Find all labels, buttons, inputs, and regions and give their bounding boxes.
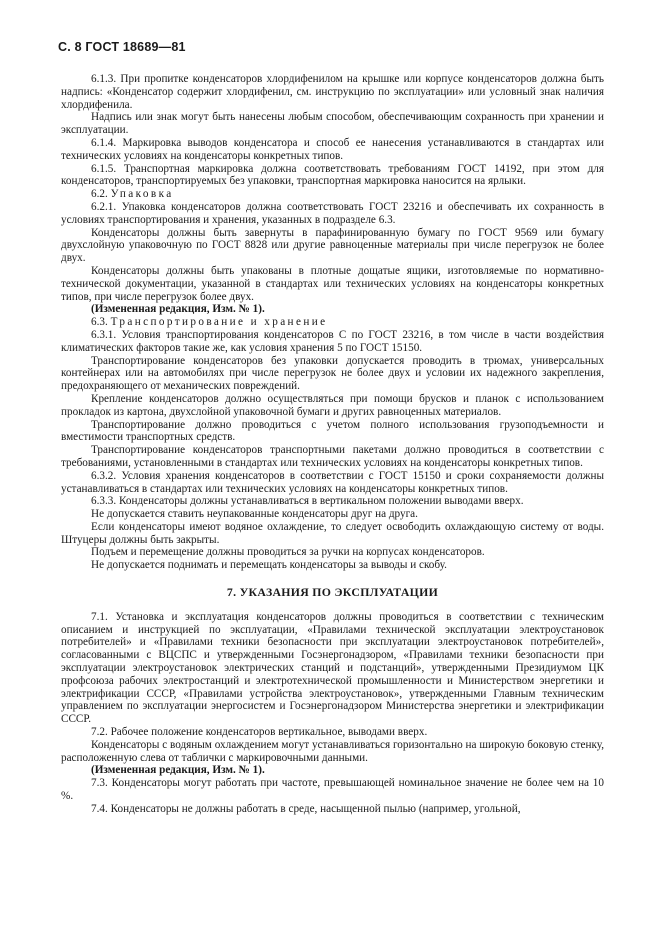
paragraph-p72: 7.2. Рабочее положение конденсаторов вертикальное, выводами вверх. (91, 726, 428, 739)
paragraph-p631e: Транспортирование конденсаторов транспортными пакетами должно проводиться в соответствии с требованиями, установленными в стандартах или технических условиях на конденсаторы конкретных типов. (61, 444, 604, 469)
subsection-title: Упаковка (110, 188, 174, 201)
section-7-title: 7. УКАЗАНИЯ ПО ЭКСПЛУАТАЦИИ (226, 585, 439, 600)
subsection-number: 6.3. (91, 316, 108, 329)
subsection-title: Транспортирование и хранение (110, 316, 328, 329)
paragraph-p631b: Транспортирование конденсаторов без упаковки допускается проводить в трюмах, универсальных контейнерах или на автомобилях при числе перегрузок не более двух и условии их надежного закрепления, предохраняющего от механических повреждений. (61, 354, 604, 393)
section-7-paragraphs (61, 611, 604, 816)
paragraph-p73: 7.3. Конденсаторы могут работать при частоте, превышающей номинальное значение не более чем на 10 %. (61, 777, 604, 803)
paragraph-p72r: (Измененная редакция, Изм. № 1). (91, 764, 265, 777)
section-6-paragraphs (61, 73, 604, 572)
paragraph-p621r: (Измененная редакция, Изм. № 1). (91, 303, 265, 316)
paragraph-p621: 6.2.1. Упаковка конденсаторов должна соответствовать ГОСТ 23216 и обеспечивать их сохранность в условиях транспортирования и хранения, указанных в подразделе 6.3. (61, 200, 604, 226)
subsection-number: 6.2. (91, 188, 108, 201)
paragraph-p631: 6.3.1. Условия транспортирования конденсаторов С по ГОСТ 23216, в том числе в части воздействия климатических факторов такие же, как условия хранения 5 по ГОСТ 15150. (61, 328, 604, 354)
paragraph-p633c: Если конденсаторы имеют водяное охлаждение, то следует освободить охлаждающую систему от воды. Штуцеры должны быть закрыты. (61, 520, 604, 546)
paragraph-p614: 6.1.4. Маркировка выводов конденсатора и способ ее нанесения устанавливаются в стандартах или технических условиях на конденсаторы конкретных типов. (61, 136, 604, 162)
paragraph-p631d: Транспортирование должно проводиться с учетом полного использования грузоподъемности и вместимости транспортных средств. (61, 418, 604, 444)
section-6-body (61, 73, 604, 816)
paragraph-p631c: Крепление конденсаторов должно осуществляться при помощи брусков и планок с использованием прокладок из картона, двухслойной упаковочной бумаги и других равноценных материалов. (61, 392, 604, 418)
paragraph-p633: 6.3.3. Конденсаторы должны устанавливаться в вертикальном положении выводами вверх. (91, 495, 524, 508)
paragraph-p633d: Подъем и перемещение должны проводиться за ручки на корпусах конденсаторов. (91, 546, 485, 559)
paragraph-p63 (61, 316, 604, 329)
paragraph-p632: 6.3.2. Условия хранения конденсаторов в соответствии с ГОСТ 15150 и сроки сохраняемости должны устанавливаться в стандартах или технических условиях на конденсаторы конкретных типов. (61, 469, 604, 495)
paragraph-p633b: Не допускается ставить неупакованные конденсаторы друг на друга. (91, 508, 418, 521)
paragraph-p621b: Конденсаторы должны быть завернуты в парафинированную бумагу по ГОСТ 9569 или бумагу двухслойную упаковочную по ГОСТ 8828 или другие равноценные материалы при числе перегрузок не более двух. (61, 226, 604, 265)
paragraph-p615: 6.1.5. Транспортная маркировка должна соответствовать требованиям ГОСТ 14192, при этом для конденсаторов, транспортируемых без упаковки, транспортная маркировка наносится на ярлыки. (61, 162, 604, 188)
paragraph-p613: 6.1.3. При пропитке конденсаторов хлордифенилом на крышке или корпусе конденсаторов должна быть надпись: «Конденсатор содержит хлордифенил, см. инструкцию по эксплуатации» или условный знак наличия хлордифенила. (61, 73, 604, 111)
paragraph-p621c: Конденсаторы должны быть упакованы в плотные дощатые ящики, изготовляемые по нормативно-технической документации, указанной в стандартах или технических условиях на конденсаторы конкретных типов, при числе перегрузок более двух. (61, 264, 604, 303)
paragraph-p62 (61, 188, 604, 201)
paragraph-p613b: Надпись или знак могут быть нанесены любым способом, обеспечивающим сохранность при хранении и эксплуатации. (61, 111, 604, 137)
paragraph-p633e: Не допускается поднимать и перемещать конденсаторы за выводы и скобу. (91, 559, 447, 572)
page-header: С. 8 ГОСТ 18689—81 (58, 40, 186, 54)
paragraph-p74: 7.4. Конденсаторы не должны работать в среде, насыщенной пылью (например, угольной, (91, 802, 521, 815)
paragraph-p72b: Конденсаторы с водяным охлаждением могут устанавливаться горизонтально на широкую боковую стенку, расположенную слева от таблички с маркировочными данными. (61, 738, 604, 764)
paragraph-p71: 7.1. Установка и эксплуатация конденсаторов должны проводиться в соответствии с техническим описанием и инструкцией по эксплуатации, «Правилами технической эксплуатации электроустановок потребителей» и «Правилами техники безопасности при эксплуатации электроустановок потребителей», согласованными с ВЦСПС и утвержденными Госэнергонадзором, «Правилами техники безопасности при эксплуатации электроустановок электрических станций и подстанций», утвержденными Президиумом ЦК профсоюза рабочих электростанций и электротехнической промышленности и Министерством энергетики и электрификации СССР, «Правилами устройства электроустановок», утвержденными Главным техническим управлением по эксплуатации энергосистем и Госэнергонадзором Министерства энергетики и электрификации СССР. (61, 610, 604, 726)
